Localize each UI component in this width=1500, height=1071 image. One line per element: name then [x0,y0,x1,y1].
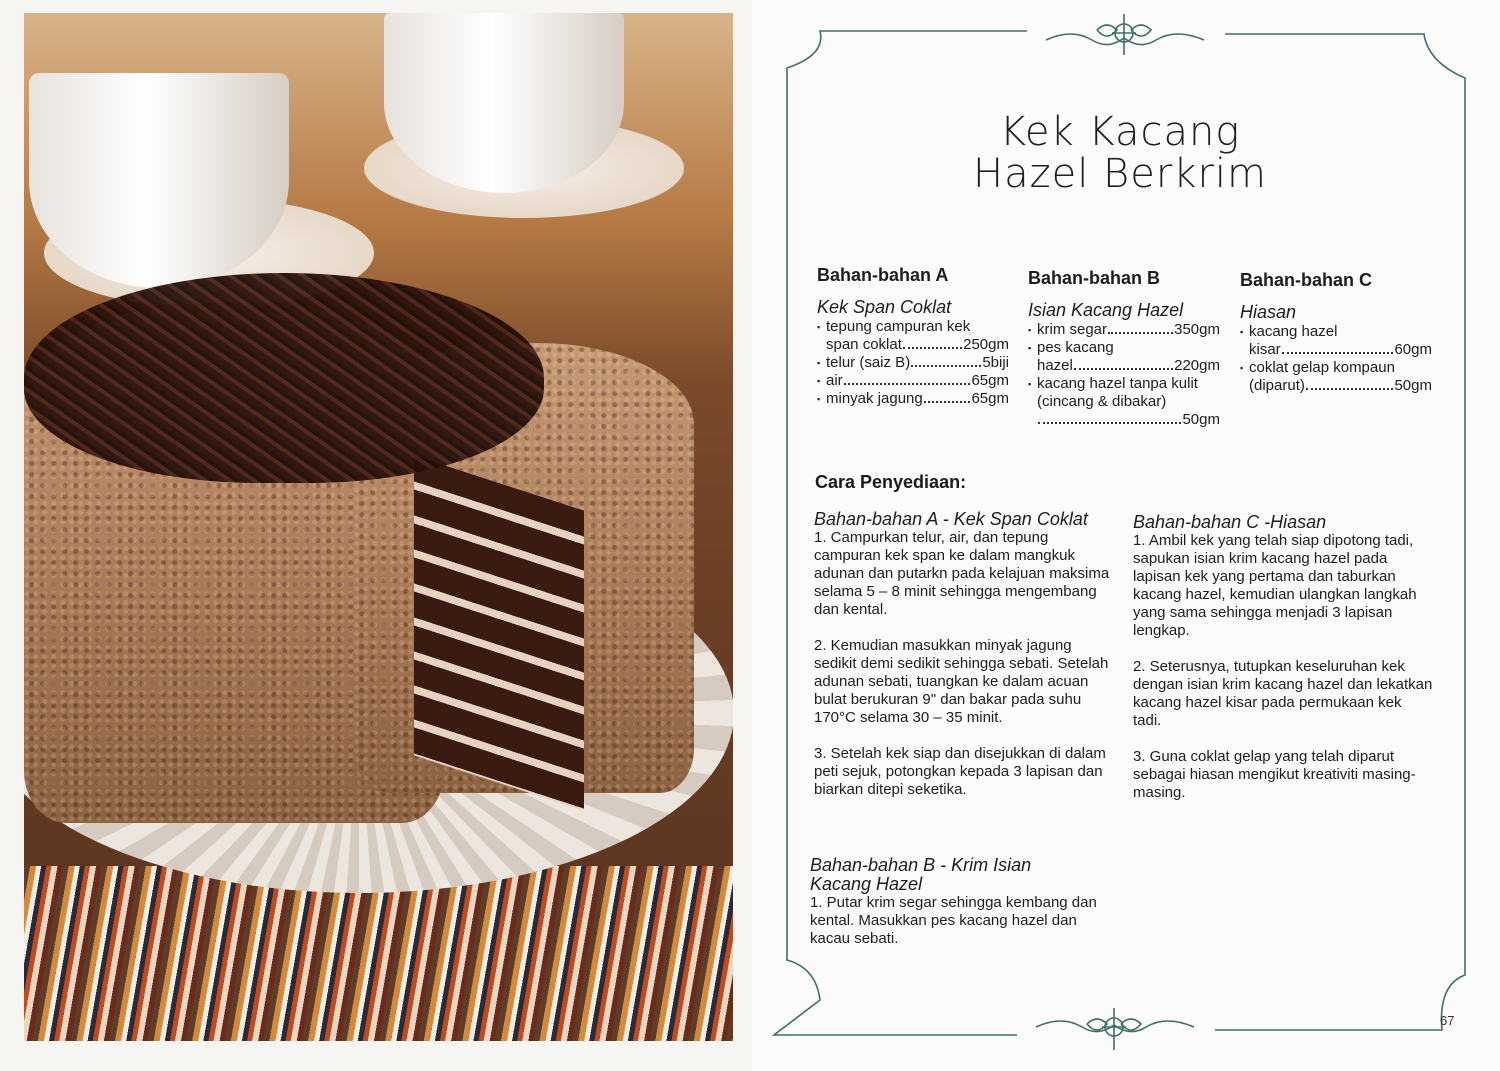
ingredients-a-sub: Kek Span Coklat [817,297,952,317]
list-item: ▪ krim segar 350gm [1028,321,1220,339]
teacup-left [29,73,289,288]
recipe-page [752,0,1500,1071]
ingredients-c-heading: Bahan-bahan C [1240,270,1373,290]
list-item: ▪ pes kacang hazel 220gm [1028,339,1220,375]
top-ornament-icon [1046,14,1204,55]
method-a-step-3: 3. Setelah kek siap dan disejukkan di dalam peti sejuk, potongkan kepada 3 lapisan dan biarkan ditepi seketika. [814,745,1106,798]
method-a-step-2: 2. Kemudian masukkan minyak jagung sedikit demi sedikit sehingga sebati. Setelah adunan sebati, tuangkan ke dalam acuan bulat berukuran 9" dan bakar pada suhu 170°C selama 30 – 35 minit. [814,637,1109,726]
method-c-step-1: 1. Ambil kek yang telah siap dipotong tadi, sapukan isian krim kacang hazel pada lapisan kek yang pertama dan taburkan kacang hazel, kemudian ulangkan langkah yang sama sehingga menjadi 3 lapisan lengkap. [1133,532,1417,639]
ingredients-b-heading: Bahan-bahan B [1028,268,1161,288]
method-heading: Cara Penyediaan: [815,472,967,492]
method-c-sub: Bahan-bahan C -Hiasan [1133,512,1327,532]
list-item: ▪ air 65gm [817,372,1009,390]
ingredients-c [1240,271,1432,395]
cake-layers [414,455,584,810]
title-line-2: Hazel Berkrim [973,151,1267,197]
ingredients-a-heading: Bahan-bahan A [817,265,949,285]
method-a [814,510,1114,817]
list-item: ▪ kacang hazel tanpa kulit (cincang & dibakar) 50gm [1028,375,1220,429]
ingredients-b [1028,269,1220,429]
list-item: ▪ telur (saiz B) 5biji [817,354,1009,372]
list-item: ▪ minyak jagung 65gm [817,390,1009,408]
method-b-step-1: 1. Putar krim segar sehingga kembang dan kental. Masukkan pes kacang hazel dan kacau sebati. [810,894,1097,947]
chocolate-shavings [24,273,544,483]
recipe-title [930,109,1310,197]
method-a-step-1: 1. Campurkan telur, air, dan tepung campuran kek span ke dalam mangkuk adunan dan putarkn pada kelajuan maksima selama 5 – 8 minit sehingga mengembang dan kental. [814,529,1110,618]
list-item: ▪ coklat gelap kompaun (diparut) 50gm [1240,359,1432,395]
method-c [1133,513,1433,820]
ingredients-c-sub: Hiasan [1240,302,1297,322]
bottom-ornament-icon [1036,1008,1194,1050]
page-number: 67 [1440,1013,1455,1028]
ingredients-a [817,266,1009,408]
method-c-step-2: 2. Seterusnya, tutupkan keseluruhan kek dengan isian krim kacang hazel dan lekatkan kacang hazel kisar pada permukaan kek tadi. [1133,658,1433,729]
ingredients-b-sub: Isian Kacang Hazel [1028,300,1184,320]
teacup-right [384,13,624,193]
list-item: ▪ tepung campuran kek span coklat 250gm [817,318,1009,354]
method-b [810,856,1110,966]
method-a-sub: Bahan-bahan A - Kek Span Coklat [814,509,1088,529]
method-c-step-3: 3. Guna coklat gelap yang telah diparut sebagai hiasan mengikut kreativiti masing-masing. [1133,748,1416,801]
title-line-1: Kek Kacang [999,109,1241,155]
list-item: ▪ kacang hazel kisar 60gm [1240,323,1432,359]
method-b-sub: Bahan-bahan B - Krim Isian Kacang Hazel [810,855,1032,894]
cake-photo [24,13,733,1041]
